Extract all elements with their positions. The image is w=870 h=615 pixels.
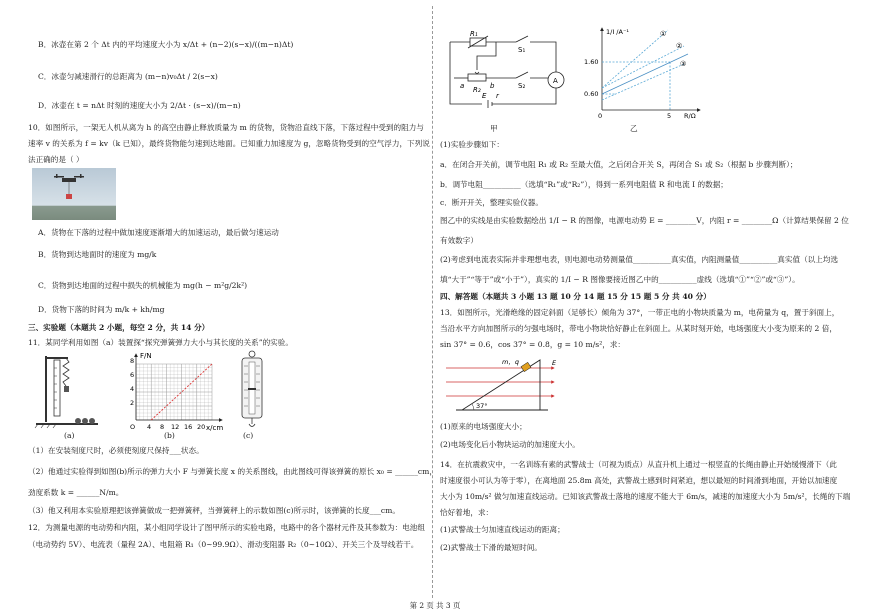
graph-b-xtick-4: 4 xyxy=(147,423,152,431)
graph-b-origin: O xyxy=(130,423,136,431)
q12-step-a: a．在闭合开关前，调节电阻 R₁ 或 R₂ 至最大值，之后闭合开关 S，再闭合 S₁ 或 S₂（根据 b 步骤判断）； xyxy=(440,160,798,169)
label-a: a xyxy=(460,82,465,90)
label-E: E xyxy=(482,92,487,100)
label-r: r xyxy=(496,92,499,100)
q10-option-c: C．货物到达地面的过程中损失的机械能为 mg(h − m²g/2k²) xyxy=(38,281,248,290)
q12-stem-line2: （电动势约 5V）、电流表（量程 2A）、电阻箱 R₁（0~99.9Ω）、滑动变阻器 R₂（0~10Ω）、开关三个及导线若干。 xyxy=(28,540,419,549)
graph-yi-ytick-160: 1.60 xyxy=(584,58,599,66)
graph-b-xtick-20: 20 xyxy=(197,423,206,431)
graph-yi-xlabel: R/Ω xyxy=(684,112,696,120)
q9-option-b: B．冰壶在第 2 个 Δt 内的平均速度大小为 x/Δt + (n−2)(s−x)/((m−n)Δt) xyxy=(38,40,294,49)
q10-stem-line3: 法正确的是（ ） xyxy=(28,155,84,164)
graph-b-ytick-2: 2 xyxy=(130,399,135,407)
q11-stem: 11．某同学利用如图（a）装置探“探究弹簧弹力大小与其长度的关系”的实验。 xyxy=(28,338,293,347)
q14-part1: (1)武警战士匀加速直线运动的距离； xyxy=(440,525,565,534)
label-R2: R₂ xyxy=(473,86,481,94)
candidate-line-3 xyxy=(602,64,684,100)
spring-apparatus-figure xyxy=(34,350,104,442)
figure-a-label: (a) xyxy=(64,431,75,440)
label-S1: S₁ xyxy=(518,46,526,54)
line-1-marker: ① xyxy=(660,30,667,38)
q12-graph-question-line1: 图乙中的实线是由实验数据绘出 1/I − R 的图像，电源电动势 E = ________V，内阻 r = ________Ω（计算结果保留 2 位 xyxy=(440,216,849,225)
q13-stem-line1: 13．如图所示，光滑绝缘的固定斜面（足够长）倾角为 37°，一带正电的小物块质量为 m，电荷量为 q，置于斜面上， xyxy=(440,308,840,317)
line-2-marker: ② xyxy=(676,42,683,50)
q12-step-b: b．调节电阻__________（选填“R₁”或“R₂”），得到一系列电阻值 R 和电流 I 的数据； xyxy=(440,180,728,189)
q10-stem-line2: 速率 v 的关系为 f = kv（k 已知），最终货物能匀速到达地面。已知重力加速度为 g，忽略货物受到的空气浮力，下列说 xyxy=(28,139,430,148)
q14-line4: 恰好着地，求： xyxy=(440,508,494,517)
q9-option-d: D．冰壶在 t = nΔt 时刻的速度大小为 2/Δt · (s−x)/(m−n) xyxy=(38,101,241,110)
q11-part1: （1）在安装刻度尺时，必须使刻度尺保持___状态。 xyxy=(28,446,204,455)
graph-yi-caption: 乙 xyxy=(630,124,638,133)
incline-E-label: E xyxy=(552,359,557,367)
graph-yi-ylabel: 1/I /A⁻¹ xyxy=(606,28,629,36)
ammeter-icon: A xyxy=(553,77,558,85)
spring-scale-figure xyxy=(234,350,270,430)
circuit-caption: 甲 xyxy=(490,124,498,133)
q10-option-d: D．货物下落的时间为 m/k + kh/mg xyxy=(38,305,165,314)
q13-stem-line2: 当沿水平方向加图所示的匀强电场时，带电小物块恰好静止在斜面上。从某时刻开始，电场强度大小变为原来的 2 倍， xyxy=(440,324,837,333)
graph-yi-ytick-060: 0.60 xyxy=(584,90,599,98)
figure-b-label: (b) xyxy=(164,431,175,440)
force-length-graph xyxy=(118,350,228,442)
line-3-marker: ③ xyxy=(680,60,687,68)
q11-part2-line2: 劲度系数 k = ______N/m。 xyxy=(28,488,124,497)
graph-b-xlabel: x/cm xyxy=(206,424,224,432)
q12-graph-question-line2: 有效数字） xyxy=(440,236,478,245)
graph-b-xtick-8: 8 xyxy=(160,423,165,431)
graph-b-ytick-8: 8 xyxy=(130,357,135,365)
q14-line2: 时速度很小可认为等于零），在离地面 25.8m 高处，武警战士感到时间紧迫，想以最短的时间滑到地面，开始以加速度 xyxy=(440,476,838,485)
q12-stem-line1: 12．为测量电源的电动势和内阻，某小组同学设计了图甲所示的实验电路，电路中的各个器材元件及其参数为：电池组 xyxy=(28,523,425,532)
inverse-current-graph xyxy=(584,24,708,120)
experimental-line xyxy=(602,54,688,94)
graph-yi-xtick-0: 0 xyxy=(598,112,603,120)
label-S2: S₂ xyxy=(518,82,526,90)
incline-mq-label: m，q xyxy=(502,358,519,366)
figure-c-label: (c) xyxy=(243,431,254,440)
section-3-heading: 三、实验题（本题共 2 小题，每空 2 分，共 14 分） xyxy=(28,323,210,332)
graph-yi-xtick-5: 5 xyxy=(667,112,672,120)
q12-part2-line2: 填“大于”“等于”或“小于”），真实的 1/I − R 图像要接近图乙中的__________虚线（选填“①”“②”或“③”）。 xyxy=(440,275,800,284)
graph-b-xtick-12: 12 xyxy=(171,423,180,431)
label-b: b xyxy=(490,82,495,90)
q13-part1: (1)原来的电场强度大小； xyxy=(440,422,527,431)
q14-part2: (2)武警战士下滑的最短时间。 xyxy=(440,543,542,552)
q11-part2-line1: （2）他通过实验得到如图(b)所示的弹力大小 F 与弹簧长度 x 的关系图线，由此图线可得该弹簧的原长 x₀ = ______cm， xyxy=(28,467,437,476)
circuit-diagram xyxy=(440,26,564,118)
q13-stem-line3: sin 37° = 0.6，cos 37° = 0.8，g = 10 m/s²，求： xyxy=(440,340,626,349)
q9-option-c: C．冰壶匀减速滑行的总距离为 (m−n)v₀Δt / 2(s−x) xyxy=(38,72,218,81)
section-4-heading: 四、解答题（本题共 3 小题 13 题 10 分 14 题 15 分 15 题 5 分 共 40 分） xyxy=(440,292,711,301)
q12-steps-intro: (1)实验步骤如下： xyxy=(440,140,504,149)
graph-b-ytick-4: 4 xyxy=(130,385,135,393)
q10-option-a: A．货物在下落的过程中做加速度逐渐增大的加速运动，最后做匀速运动 xyxy=(38,228,279,237)
graph-b-ytick-6: 6 xyxy=(130,371,135,379)
incline-angle-label: 37° xyxy=(476,402,488,410)
q11-part3: （3）他又利用本实验原理把该弹簧做成一把弹簧秤，当弹簧秤上的示数如图(c)所示时，该弹簧的长度___cm。 xyxy=(28,506,400,515)
q12-part2-line1: (2)考虑到电流表实际并非理想电表，则电源电动势测量值__________真实值，内阻测量值__________真实值（以上均选 xyxy=(440,255,839,264)
incline-figure xyxy=(444,354,564,416)
page-footer: 第 2 页 共 3 页 xyxy=(409,601,461,610)
q14-line3: 大小为 10m/s² 做匀加速直线运动。已知该武警战士落地的速度不能大于 6m/s，减速的加速度大小为 5m/s²，长绳的下端 xyxy=(440,492,851,501)
drone-photo xyxy=(32,168,116,220)
q14-line1: 14．在抗震救灾中，一名训练有素的武警战士（可视为质点）从直升机上通过一根竖直的长绳由静止开始缓慢滑下（此 xyxy=(440,460,837,469)
graph-b-xtick-16: 16 xyxy=(184,423,193,431)
q13-part2: (2)电场变化后小物块运动的加速度大小。 xyxy=(440,440,580,449)
label-R1: R₁ xyxy=(470,30,478,38)
q10-option-b: B．货物到达地面时的速度为 mg/k xyxy=(38,250,157,259)
q10-stem-line1: 10．如图所示，一架无人机从离为 h 的高空由静止释放质量为 m 的货物，货物沿直线下落，下落过程中受到的阻力与 xyxy=(28,123,424,132)
graph-b-ylabel: F/N xyxy=(140,352,152,360)
column-divider xyxy=(432,6,433,598)
q12-step-c: c．断开开关，整理实验仪器。 xyxy=(440,198,543,207)
